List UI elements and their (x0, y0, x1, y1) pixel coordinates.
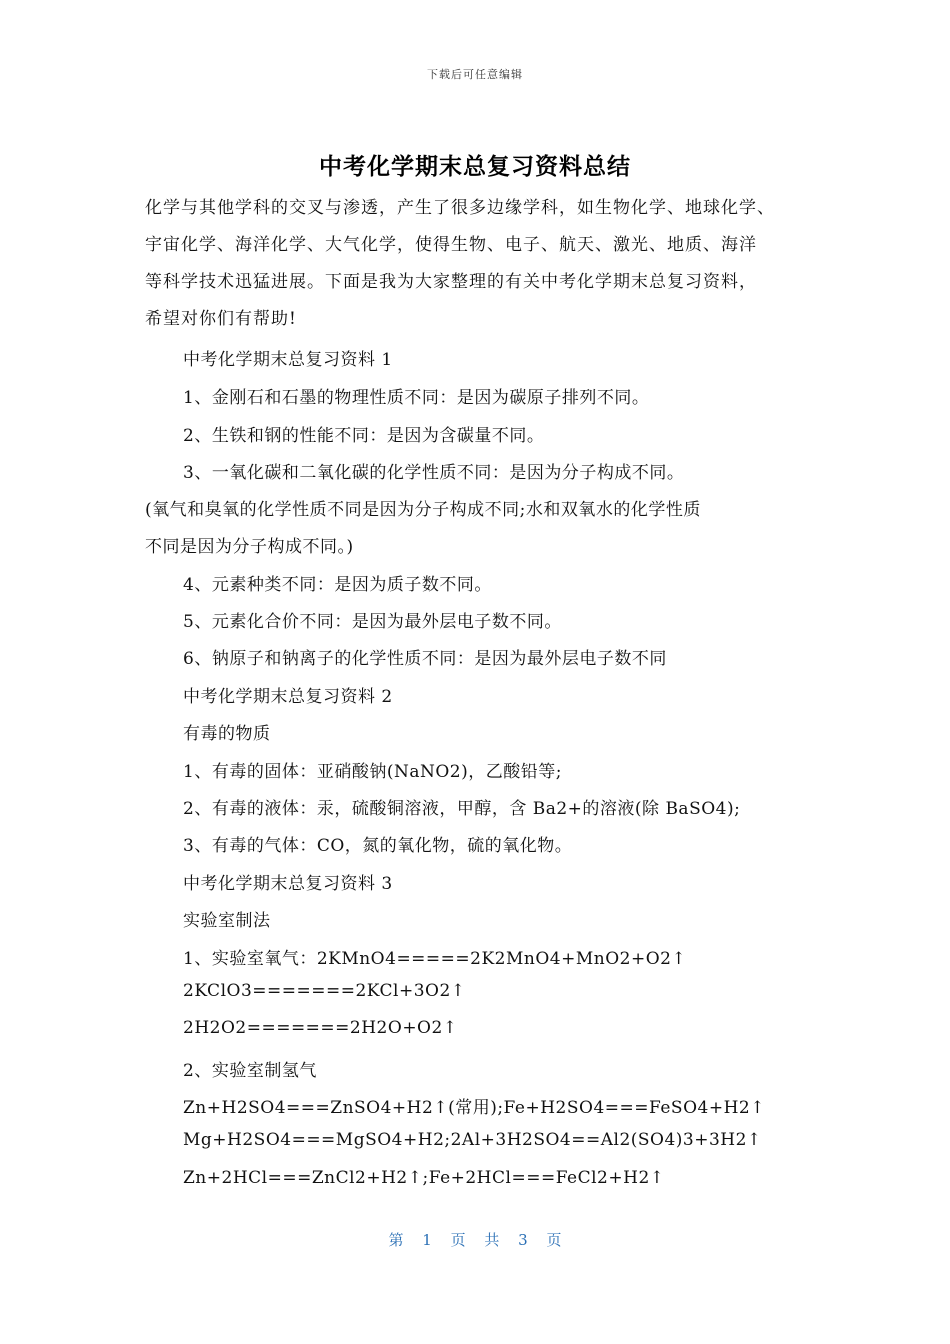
intro-line: 化学与其他学科的交叉与渗透，产生了很多边缘学科，如生物化学、地球化学、 (145, 198, 775, 218)
list-item: 2、实验室制氢气 (183, 1061, 317, 1081)
note-line: 不同是因为分子构成不同。) (145, 537, 354, 557)
intro-line: 希望对你们有帮助! (145, 309, 297, 329)
note-line: (氧气和臭氧的化学性质不同是因为分子构成不同;水和双氧水的化学性质 (145, 500, 701, 520)
page-footer: 第 1 页 共 3 页 (388, 1231, 562, 1249)
section-subheading: 实验室制法 (183, 911, 271, 931)
list-item: 1、有毒的固体：亚硝酸钠(NaNO2)，乙酸铅等; (183, 762, 562, 782)
intro-line: 等科学技术迅猛进展。下面是我为大家整理的有关中考化学期末总复习资料， (145, 272, 757, 292)
equation-line: 2KClO3=======2KCl+3O2↑ (183, 981, 466, 1001)
section-subheading: 有毒的物质 (183, 724, 271, 744)
equation-line: Zn+2HCl===ZnCl2+H2↑;Fe+2HCl===FeCl2+H2↑ (183, 1168, 665, 1188)
list-item: 3、有毒的气体：CO，氮的氧化物，硫的氧化物。 (183, 836, 573, 856)
document-title: 中考化学期末总复习资料总结 (319, 154, 631, 180)
header-note: 下载后可任意编辑 (427, 68, 523, 81)
equation-line: 2H2O2=======2H2O+O2↑ (183, 1018, 458, 1038)
section-heading: 中考化学期末总复习资料 1 (183, 350, 393, 370)
section-heading: 中考化学期末总复习资料 3 (183, 874, 393, 894)
intro-line: 宇宙化学、海洋化学、大气化学，使得生物、电子、航天、激光、地质、海洋 (145, 235, 757, 255)
list-item: 2、生铁和钢的性能不同：是因为含碳量不同。 (183, 426, 545, 446)
list-item: 3、一氧化碳和二氧化碳的化学性质不同：是因为分子构成不同。 (183, 463, 685, 483)
equation-line: Mg+H2SO4===MgSO4+H2;2Al+3H2SO4==Al2(SO4)3+3H2↑ (183, 1130, 762, 1150)
list-item: 2、有毒的液体：汞，硫酸铜溶液，甲醇，含 Ba2+的溶液(除 BaSO4); (183, 799, 741, 819)
section-heading: 中考化学期末总复习资料 2 (183, 687, 393, 707)
intro-paragraph (145, 190, 825, 338)
list-item: 4、元素种类不同：是因为质子数不同。 (183, 575, 492, 595)
list-item: 5、元素化合价不同：是因为最外层电子数不同。 (183, 612, 562, 632)
list-item: 6、钠原子和钠离子的化学性质不同：是因为最外层电子数不同 (183, 649, 667, 669)
equation-line: Zn+H2SO4===ZnSO4+H2↑(常用);Fe+H2SO4===FeSO4+H2↑ (183, 1098, 765, 1118)
list-item: 1、实验室氧气：2KMnO4=====2K2MnO4+MnO2+O2↑ (183, 949, 687, 969)
list-item: 1、金刚石和石墨的物理性质不同：是因为碳原子排列不同。 (183, 388, 650, 408)
